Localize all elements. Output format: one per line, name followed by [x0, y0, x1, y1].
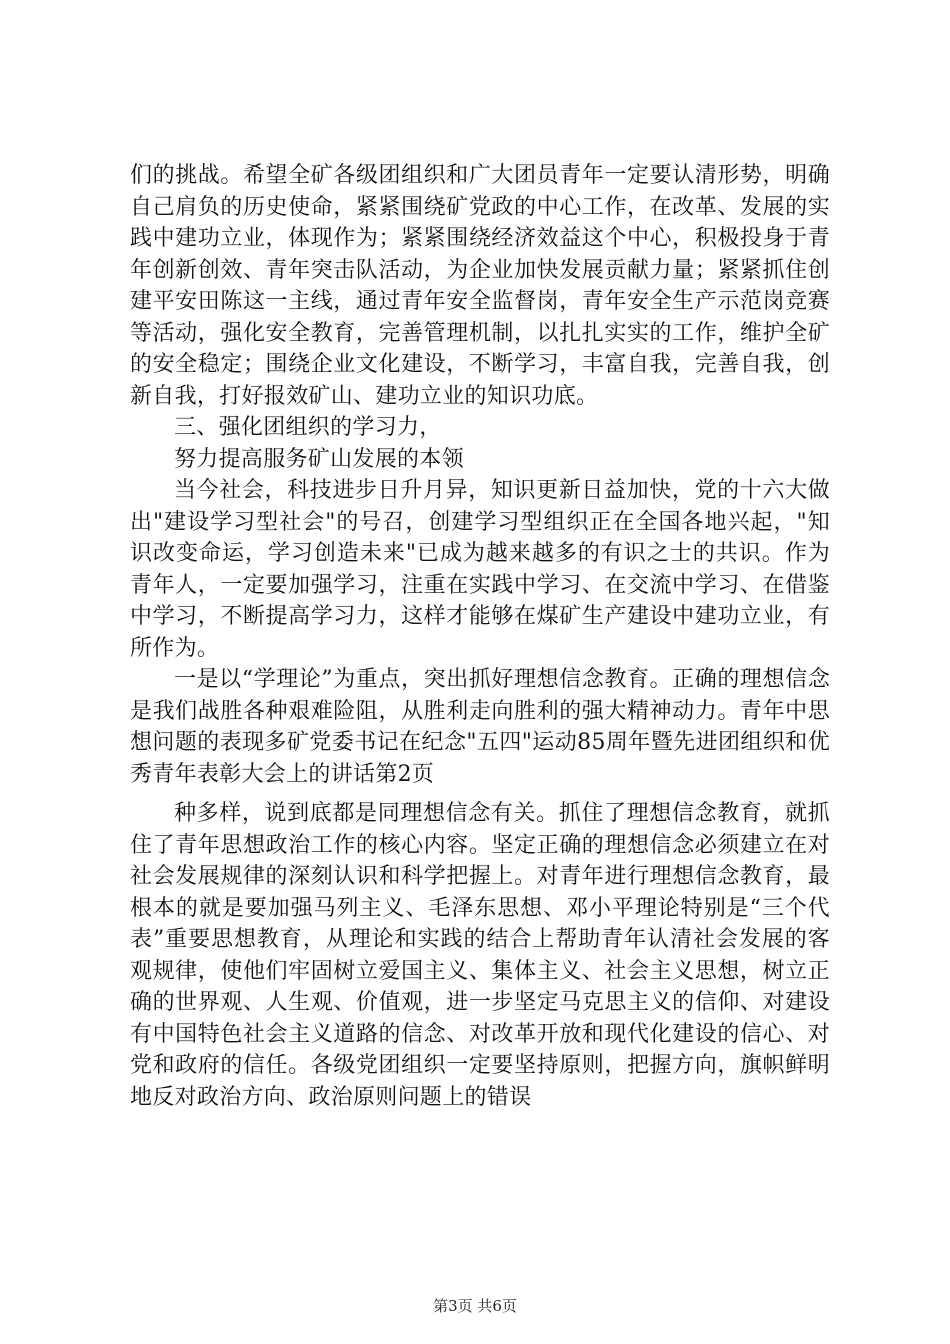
- paragraph-learning-society: 当今社会，科技进步日升月异，知识更新日益加快，党的十六大做出"建设学习型社会"的号召，创建学习型组织正在全国各地兴起，"知识改变命运，学习创造未来"已成为越来越多的有识之士的共识。作为青年人，一定要加强学习，注重在实践中学习、在交流中学习、在借鉴中学习，不断提高学习力，这样才能够在煤矿生产建设中建功立业，有所作为。: [130, 478, 830, 661]
- page-footer: 第3页 共6页: [433, 1297, 517, 1315]
- paragraph-continuation: 们的挑战。希望全矿各级团组织和广大团员青年一定要认清形势，明确自己肩负的历史使命，紧紧围绕矿党政的中心工作，在改革、发展的实践中建功立业，体现作为；紧紧围绕经济效益这个中心，积极投身于青年创新创效、青年突击队活动，为企业加快发展贡献力量；紧紧抓住创建平安田陈这一主线，通过青年安全监督岗，青年安全生产示范岗竞赛等活动，强化安全教育，完善管理机制，以扎扎实实的工作，维护全矿的安全稳定；围绕企业文化建设，不断学习，丰富自我，完善自我，创新自我，打好报效矿山、建功立业的知识功底。: [130, 163, 830, 409]
- paragraph-theory-focus: 一是以“学理论”为重点，突出抓好理想信念教育。正确的理想信念是我们战胜各种艰难险阻，从胜利走向胜利的强大精神动力。青年中思想问题的表现多矿党委书记在纪念"五四"运动85周年暨先进团组织和优秀青年表彰大会上的讲话第2页: [130, 667, 830, 787]
- section-heading-line-2: 努力提高服务矿山发展的本领: [174, 446, 464, 472]
- section-heading-line-1: 三、强化团组织的学习力，: [174, 415, 442, 440]
- paragraph-ideals-education: 种多样，说到底都是同理想信念有关。抓住了理想信念教育，就抓住了青年思想政治工作的核心内容。坚定正确的理想信念必须建立在对社会发展规律的深刻认识和科学把握上。对青年进行理想信念教育，最根本的就是要加强马列主义、毛泽东思想、邓小平理论特别是“三个代表”重要思想教育，从理论和实践的结合上帮助青年认清社会发展的客观规律，使他们牢固树立爱国主义、集体主义、社会主义思想，树立正确的世界观、人生观、价值观，进一步坚定马克思主义的信仰、对建设有中国特色社会主义道路的信念、对改革开放和现代化建设的信心、对党和政府的信任。各级党团组织一定要坚持原则，把握方向，旗帜鲜明地反对政治方向、政治原则问题上的错误: [130, 801, 830, 1110]
- document-body: [130, 160, 830, 1113]
